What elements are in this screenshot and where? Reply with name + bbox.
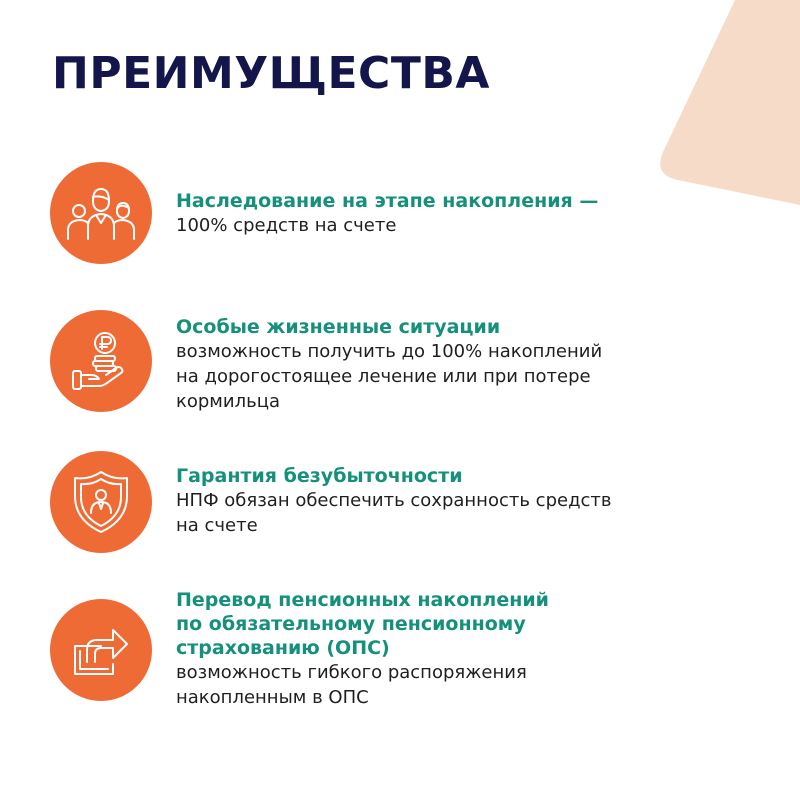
benefit-title: Перевод пенсионных накоплений по обязательному пенсионному страхованию (ОПС)	[176, 589, 549, 659]
benefit-description: возможность гибкого распоряжения накопленным в ОПС	[176, 662, 527, 708]
benefit-description: НПФ обязан обеспечить сохранность средств на счете	[176, 490, 612, 536]
transfer-arrow-icon	[50, 599, 152, 701]
benefit-title: Наследование на этапе накопления —	[176, 190, 599, 212]
family-icon	[50, 162, 152, 264]
benefit-text	[176, 189, 646, 238]
page-title: ПРЕИМУЩЕСТВА	[52, 48, 490, 99]
benefit-title: Особые жизненные ситуации	[176, 316, 501, 338]
benefit-text	[176, 315, 646, 414]
benefit-title: Гарантия безубыточности	[176, 465, 463, 487]
coins-hand-icon	[50, 310, 152, 412]
benefit-description: 100% средств на счете	[176, 215, 397, 236]
benefit-description: возможность получить до 100% накоплений на дорогостоящее лечение или при потере кормильца	[176, 341, 603, 412]
benefit-text	[176, 464, 646, 538]
benefit-text	[176, 588, 646, 710]
corner-decoration	[660, 0, 800, 205]
shield-person-icon	[50, 451, 152, 553]
